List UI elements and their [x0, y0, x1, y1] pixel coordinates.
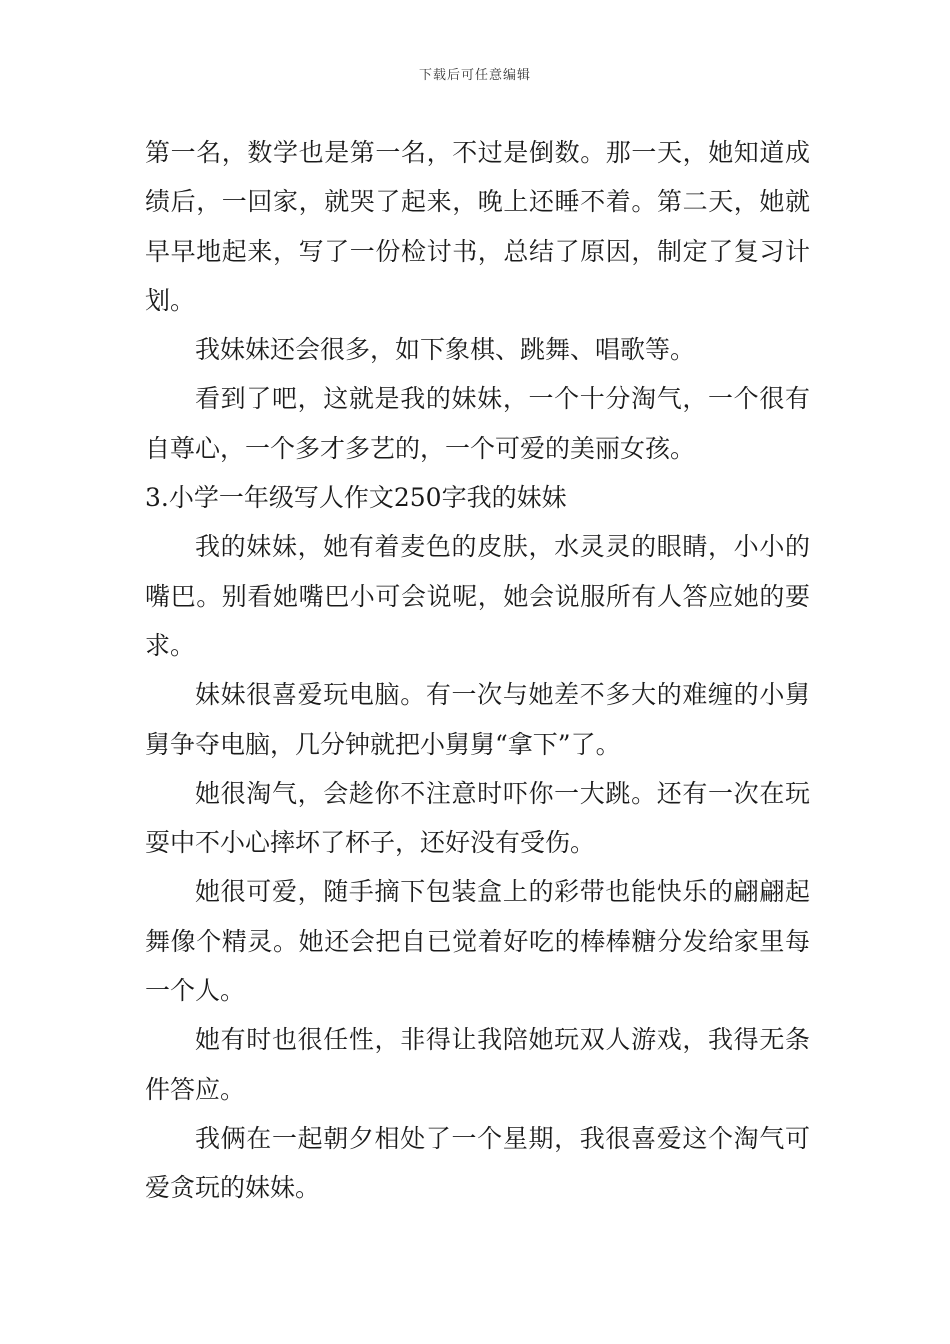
paragraph: 看到了吧，这就是我的妹妹，一个十分淘气，一个很有自尊心，一个多才多艺的，一个可爱的美丽女孩。 [145, 384, 810, 463]
paragraph: 我妹妹还会很多，如下象棋、跳舞、唱歌等。 [195, 335, 696, 365]
paragraph: 我俩在一起朝夕相处了一个星期，我很喜爱这个淘气可爱贪玩的妹妹。 [145, 1123, 810, 1203]
paragraph: 我的妹妹，她有着麦色的皮肤，水灵灵的眼睛，小小的嘴巴。别看她嘴巴小可会说呢，她会说服所有人答应她的要求。 [145, 532, 810, 660]
paragraph: 她很可爱，随手摘下包装盒上的彩带也能快乐的翩翩起舞像个精灵。她还会把自已觉着好吃的棒棒糖分发给家里每一个人。 [145, 877, 810, 1006]
paragraph: 第一名，数学也是第一名，不过是倒数。那一天，她知道成绩后，一回家，就哭了起来，晚上还睡不着。第二天，她就早早地起来，写了一份检讨书，总结了原因，制定了复习计划。 [145, 138, 810, 315]
page-header: 下载后可任意编辑 [418, 68, 531, 83]
paragraph: 她有时也很任性，非得让我陪她玩双人游戏，我得无条件答应。 [145, 1025, 810, 1104]
paragraph: 妹妹很喜爱玩电脑。有一次与她差不多大的难缠的小舅舅争夺电脑，几分钟就把小舅舅“拿下”了。 [145, 680, 810, 759]
document-body [145, 128, 810, 1213]
section-heading: 3.小学一年级写人作文250字我的妹妹 [145, 483, 567, 513]
paragraph: 她很淘气，会趁你不注意时吓你一大跳。还有一次在玩耍中不小心摔坏了杯子，还好没有受伤。 [145, 778, 810, 858]
